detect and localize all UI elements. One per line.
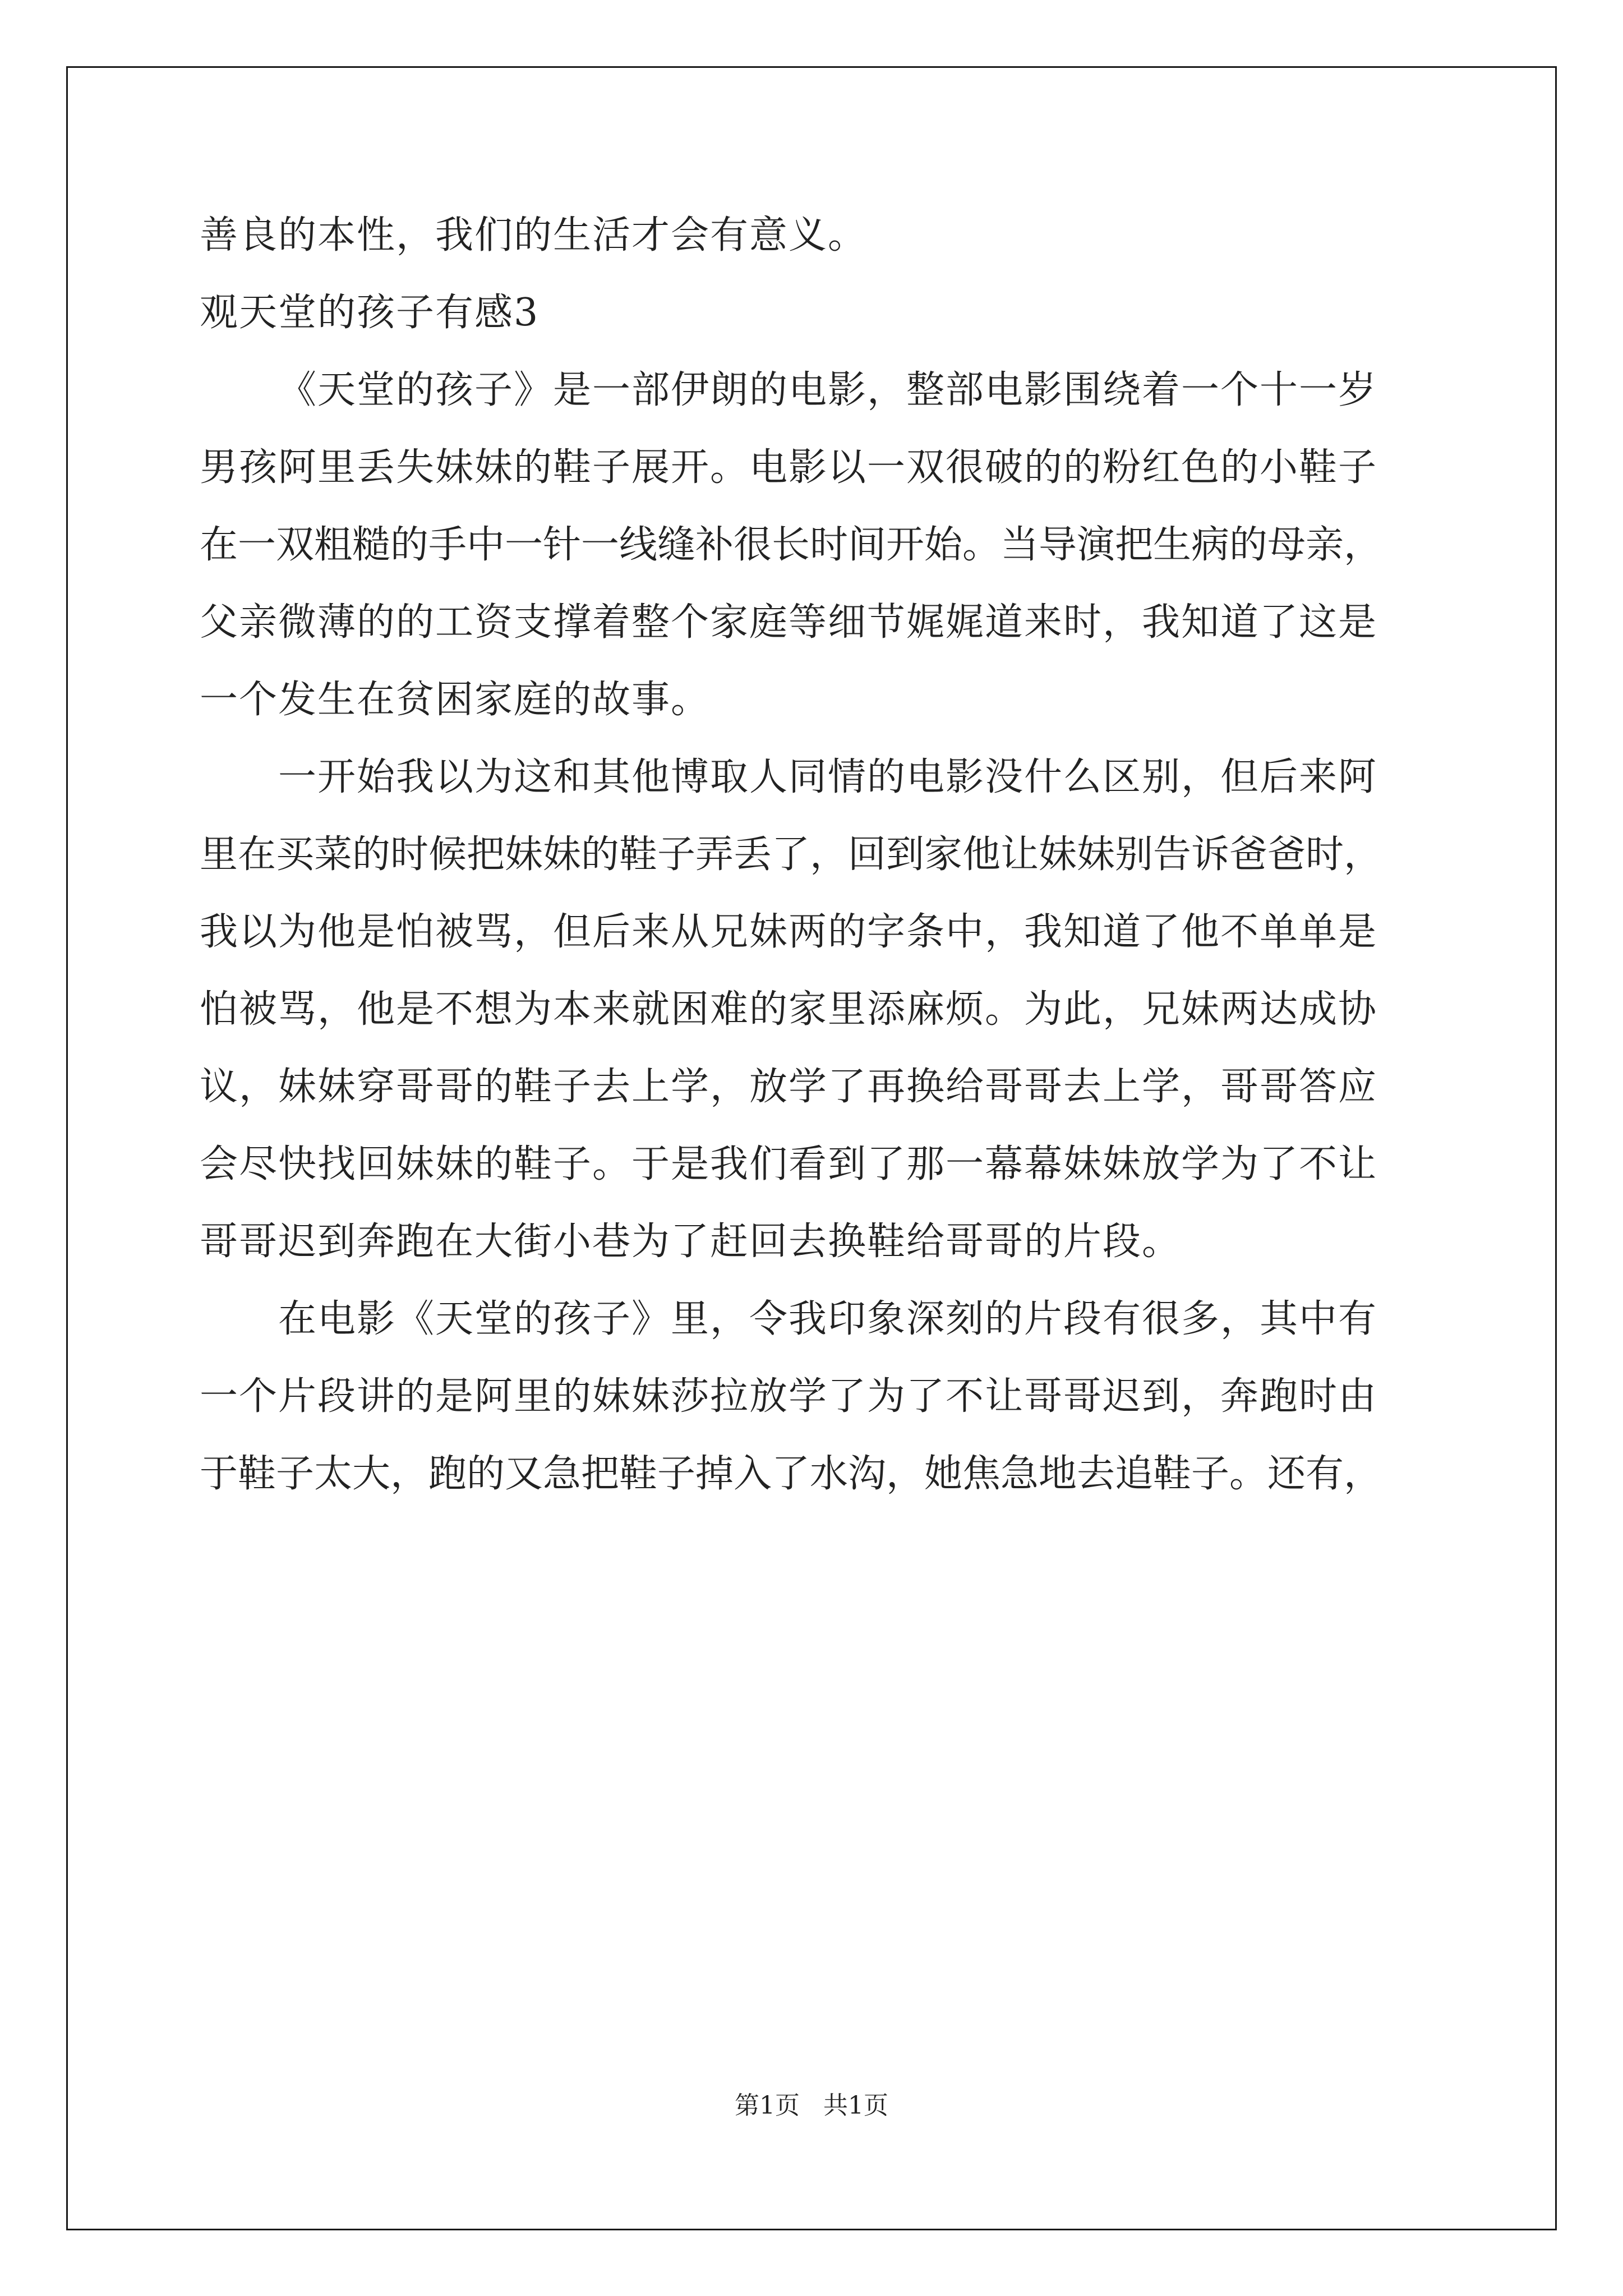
text-line: 在电影《天堂的孩子》里，令我印象深刻的片段有很多，其中有 — [278, 1297, 1378, 1341]
text-line: 《天堂的孩子》是一部伊朗的电影，整部电影围绕着一个十一岁 — [278, 368, 1378, 412]
text-line: 一开始我以为这和其他博取人同情的电影没什么区别，但后来阿 — [278, 755, 1378, 799]
text-line: 里在买菜的时候把妹妹的鞋子弄丢了，回到家他让妹妹别告诉爸爸时， — [200, 832, 1382, 877]
text-line: 怕被骂，他是不想为本来就困难的家里添麻烦。为此，兄妹两达成协 — [200, 987, 1378, 1032]
text-line: 一个发生在贫困家庭的故事。 — [200, 678, 711, 722]
text-line: 一个片段讲的是阿里的妹妹莎拉放学了为了不让哥哥迟到，奔跑时由 — [200, 1374, 1378, 1419]
text-line: 男孩阿里丢失妹妹的鞋子展开。电影以一双很破的的粉红色的小鞋子 — [200, 445, 1378, 490]
text-line: 父亲微薄的的工资支撑着整个家庭等细节娓娓道来时，我知道了这是 — [200, 600, 1378, 645]
text-line: 议，妹妹穿哥哥的鞋子去上学，放学了再换给哥哥去上学，哥哥答应 — [200, 1065, 1378, 1109]
text-line: 我以为他是怕被骂，但后来从兄妹两的字条中，我知道了他不单单是 — [200, 910, 1378, 954]
page-footer: 第1页 共1页 — [735, 2091, 888, 2120]
section-heading: 观天堂的孩子有感3 — [200, 291, 540, 335]
text-line: 会尽快找回妹妹的鞋子。于是我们看到了那一幕幕妹妹放学为了不让 — [200, 1142, 1378, 1186]
text-line: 在一双粗糙的手中一针一线缝补很长时间开始。当导演把生病的母亲， — [200, 523, 1382, 567]
text-line: 于鞋子太大，跑的又急把鞋子掉入了水沟，她焦急地去追鞋子。还有， — [200, 1452, 1382, 1496]
text-line: 善良的本性，我们的生活才会有意义。 — [200, 213, 868, 257]
text-line: 哥哥迟到奔跑在大街小巷为了赶回去换鞋给哥哥的片段。 — [200, 1220, 1182, 1264]
